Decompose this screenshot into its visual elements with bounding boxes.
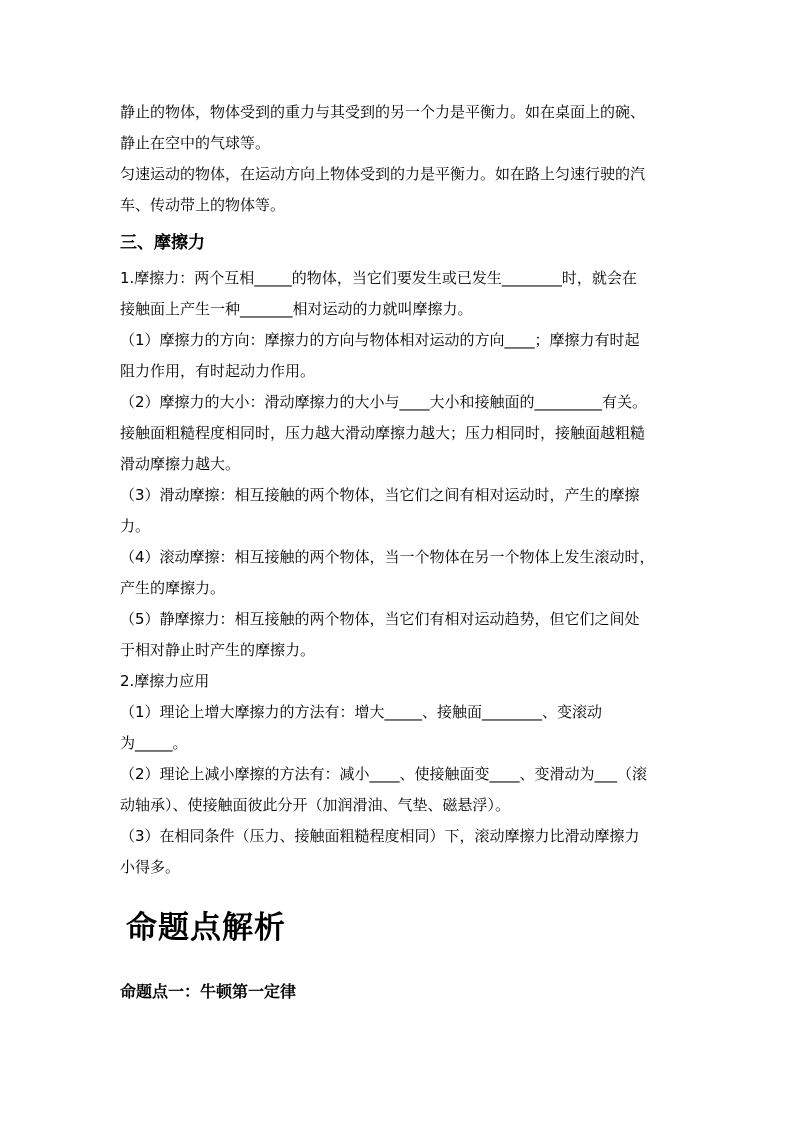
text-line: 力。 (120, 517, 151, 535)
paragraph-friction-comparison (120, 821, 680, 883)
paragraph-sliding-friction (120, 480, 680, 542)
text-line: 小得多。 (120, 858, 181, 876)
text-line: （2）摩擦力的大小：滑动摩擦力的大小与____大小和接触面的_________有关。 (120, 393, 648, 411)
paragraph-rolling-friction (120, 542, 680, 604)
paragraph-increase-friction (120, 697, 680, 759)
paragraph-friction-direction (120, 325, 680, 387)
text-line: 滑动摩擦力越大。 (120, 455, 241, 473)
text-line: 为_____。 (120, 734, 188, 752)
paragraph-static-objects (120, 97, 680, 159)
text-line: 接触面粗糙程度相同时，压力越大滑动摩擦力越大；压力相同时，接触面越粗糙 (120, 424, 646, 442)
text-line: 接触面上产生一种_______相对运动的力就叫摩擦力。 (120, 300, 473, 318)
text-line: （1）摩擦力的方向：摩擦力的方向与物体相对运动的方向____；摩擦力有时起 (120, 331, 640, 349)
text-line: 车、传动带上的物体等。 (120, 196, 286, 214)
text-line: （3）在相同条件（压力、接触面粗糙程度相同）下，滚动摩擦力比滑动摩擦力 (120, 827, 640, 845)
paragraph-static-friction (120, 604, 680, 666)
analysis-title: 命题点解析 (126, 910, 286, 946)
text-line: （3）滑动摩擦：相互接触的两个物体，当它们之间有相对运动时，产生的摩擦 (120, 486, 640, 504)
text-line: 动轴承）、使接触面彼此分开（加润滑油、气垫、磁悬浮）。 (120, 796, 511, 814)
text-line: 阻力作用，有时起动力作用。 (120, 362, 316, 380)
text-line: （4）滚动摩擦：相互接触的两个物体，当一个物体在另一个物体上发生滚动时， (120, 548, 655, 566)
text-line: 1.摩擦力：两个互相_____的物体，当它们要发生或已发生________时，就会在 (120, 269, 637, 287)
paragraph-decrease-friction (120, 759, 680, 821)
paragraph-uniform-motion (120, 159, 680, 221)
text-line: （5）静摩擦力：相互接触的两个物体，当它们有相对运动趋势，但它们之间处 (120, 610, 640, 628)
paragraph-friction-magnitude (120, 387, 680, 480)
text-line: （2）理论上减小摩擦的方法有：减小____、使接触面变____、变滑动为___（滚 (120, 765, 648, 783)
section-heading-friction: 三、摩擦力 (120, 233, 205, 253)
document-body (120, 97, 680, 883)
paragraph-friction-application-title (120, 666, 680, 697)
text-line: 静止在空中的气球等。 (120, 134, 271, 152)
text-line: 产生的摩擦力。 (120, 579, 226, 597)
paragraph-friction-definition (120, 263, 680, 325)
text-line: 匀速运动的物体，在运动方向上物体受到的力是平衡力。如在路上匀速行驶的汽 (120, 165, 646, 183)
text-line: 2.摩擦力应用 (120, 672, 210, 690)
text-line: 于相对静止时产生的摩擦力。 (120, 641, 316, 659)
proposition-point-heading: 命题点一：牛顿第一定律 (120, 982, 297, 1001)
text-line: 静止的物体，物体受到的重力与其受到的另一个力是平衡力。如在桌面上的碗、 (120, 103, 646, 121)
text-line: （1）理论上增大摩擦力的方法有：增大_____、接触面________、变滚动 (120, 703, 603, 721)
